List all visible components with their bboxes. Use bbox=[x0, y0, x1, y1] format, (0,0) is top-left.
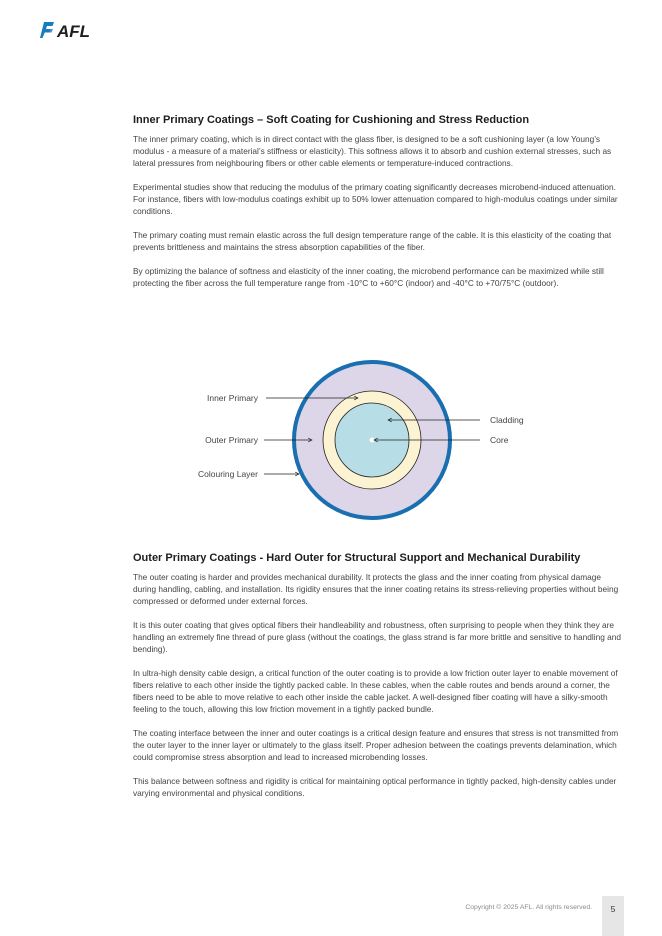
svg-text:AFL: AFL bbox=[57, 22, 91, 40]
copyright-text: Copyright © 2025 AFL. All rights reserved. bbox=[465, 904, 592, 911]
inner-primary-label: Inner Primary bbox=[206, 393, 258, 403]
paragraph: The inner primary coating, which is in direct contact with the glass fiber, is designed to be a soft cushioning layer (a low Young’s modulus - a measure of a material’s stiffness or elasticity). This softness allows it to absorb and cushion external stresses, such as lateral pressures from neighbouring fibers or other cable elements or temperature-induced contractions. bbox=[133, 134, 612, 168]
core-dot bbox=[370, 438, 375, 443]
paragraph: This balance between softness and rigidity is critical for maintaining optical performance in tightly packed, high-density cables under varying environmental and physical conditions. bbox=[133, 776, 617, 798]
outer-primary-heading: Outer Primary Coatings - Hard Outer for Structural Support and Mechanical Durability bbox=[133, 552, 581, 564]
inner-primary-section bbox=[133, 113, 623, 301]
inner-primary-heading: Inner Primary Coatings – Soft Coating for Cushioning and Stress Reduction bbox=[133, 114, 530, 126]
paragraph: The primary coating must remain elastic across the full design temperature range of the cable. It is this elasticity of the coating that prevents brittleness and maintains the stress absorption capabilities of the fiber. bbox=[133, 230, 612, 252]
colouring-layer-label: Colouring Layer bbox=[197, 469, 258, 479]
core-label: Core bbox=[490, 435, 509, 445]
paragraph: The outer coating is harder and provides mechanical durability. It protects the glass and the inner coating from physical damage during handling, cabling, and installation. Its rigidity ensures that the inner coating retains its stress-relieving properties without being compressed or deformed under external forces. bbox=[133, 572, 619, 606]
paragraph: In ultra-high density cable design, a critical function of the outer coating is to provide a low friction outer layer to enable movement of fibers relative to each other inside the tightly packed cable. In these cables, when the cable routes and bends around a corner, the fibers need to be able to move relative to each other inside the cable jacket. A well-designed fiber coating will have a silky-smooth feeling to the touch, allowing this low friction movement in a tightly packed bundle. bbox=[133, 668, 618, 714]
fiber-cross-section-diagram bbox=[180, 355, 560, 525]
page-number: 5 bbox=[610, 904, 616, 914]
paragraph: Experimental studies show that reducing the modulus of the primary coating significantly decreases microbend-induced attenuation. For instance, fibers with low-modulus coatings exhibit up to 50% lower attenuation compared to high-modulus coatings under similar conditions. bbox=[133, 182, 618, 216]
paragraph: The coating interface between the inner and outer coatings is a critical design feature and ensures that stress is not transmitted from the outer layer to the inner layer or ultimately to the glass itself. Proper adhesion between the coatings prevents delamination, which could compromise stress absorption and lead to increased microbending losses. bbox=[133, 728, 619, 762]
paragraph: By optimizing the balance of softness and elasticity of the inner coating, the microbend performance can be maximized while still protecting the fiber across the full temperature range from -10°C to +60°C (indoor) and -40°C to +70/75°C (outdoor). bbox=[133, 266, 604, 288]
outer-primary-section bbox=[133, 551, 623, 811]
outer-primary-label: Outer Primary bbox=[205, 435, 258, 445]
paragraph: It is this outer coating that gives optical fibers their handleability and robustness, often surprising to people when they think they are handling an extremely fine thread of pure glass (without the coatings, the glass strand is far more brittle and sensitive to handling and bending). bbox=[133, 620, 621, 654]
cladding-label: Cladding bbox=[490, 415, 524, 425]
page-number-box bbox=[602, 896, 624, 936]
afl-logo bbox=[40, 20, 98, 40]
